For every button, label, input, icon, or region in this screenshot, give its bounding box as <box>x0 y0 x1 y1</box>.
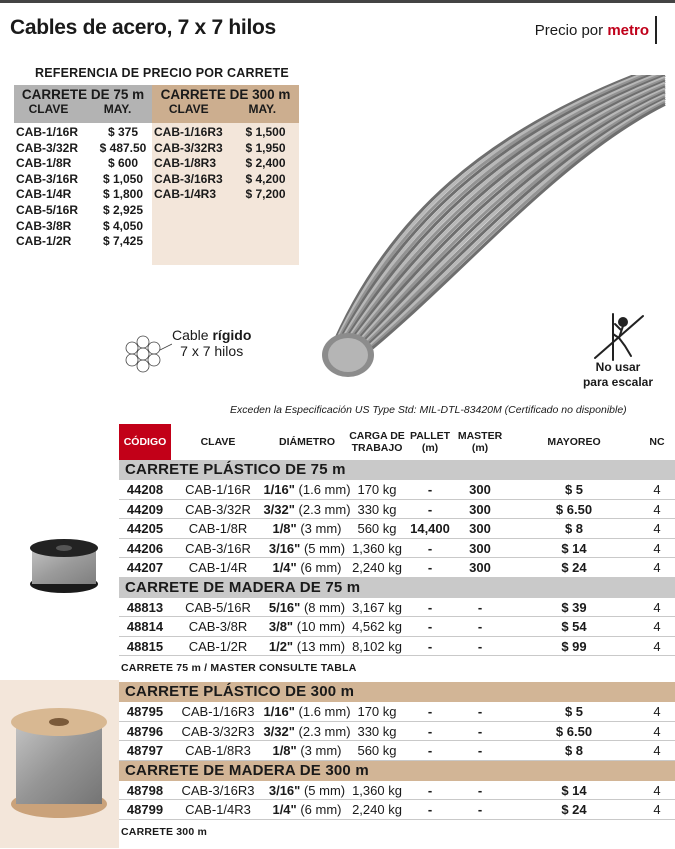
cell-diametro-frac: 3/16" <box>268 540 301 556</box>
reference-clave: CAB-3/16R3 <box>154 171 223 186</box>
cell-pallet: - <box>427 619 433 634</box>
section-header: CARRETE DE MADERA DE 300 m <box>119 761 675 781</box>
cell-nc: 4 <box>653 599 661 615</box>
cell-diametro-mm: (1.6 mm) <box>298 482 351 497</box>
cable-label-sub: 7 x 7 hilos <box>180 343 244 359</box>
reference-row <box>14 219 152 235</box>
reference-row <box>14 203 152 219</box>
table-row <box>119 558 675 578</box>
col-clave: CLAVE <box>168 102 209 116</box>
cell-mayoreo: $ 14 <box>561 540 587 556</box>
reference-clave: CAB-1/2R <box>16 234 72 249</box>
cell-codigo: 44205 <box>126 521 164 536</box>
cell-diametro <box>261 617 353 637</box>
cell-master: 300 <box>469 521 491 536</box>
cell-nc: 4 <box>653 619 661 634</box>
reference-clave: CAB-3/16R <box>16 171 79 186</box>
cell-clave: CAB-3/8R <box>188 619 248 634</box>
cell-master: 300 <box>469 560 491 575</box>
cell-pallet: - <box>427 782 433 798</box>
cell-diametro-mm: (2.3 mm) <box>298 723 351 739</box>
cell-carga: 1,360 kg <box>352 540 402 556</box>
cell-carga: 170 kg <box>357 482 397 497</box>
cell-mayoreo: $ 39 <box>561 599 587 615</box>
cell-nc: 4 <box>653 802 661 817</box>
cell-diametro-mm: (5 mm) <box>303 540 346 556</box>
cell-nc: 4 <box>653 704 661 719</box>
cell-carga: 4,562 kg <box>352 619 402 634</box>
reference-clave: CAB-1/4R3 <box>154 187 217 202</box>
cell-clave: CAB-3/16R <box>185 540 251 556</box>
cell-codigo: 48813 <box>126 599 164 615</box>
wood-spool-panel <box>0 680 119 848</box>
table-row <box>119 781 675 801</box>
table-row <box>119 722 675 742</box>
header-clave: CLAVE <box>200 436 236 448</box>
cell-diametro-frac: 1/16" <box>263 482 295 497</box>
cell-master: 300 <box>469 540 491 556</box>
reference-group-75-rows <box>14 123 152 250</box>
cell-master: 300 <box>469 482 491 497</box>
table-row <box>119 519 675 539</box>
cell-codigo: 48799 <box>126 802 164 817</box>
cell-diametro <box>261 500 353 520</box>
note-300: CARRETE 300 m <box>121 825 208 838</box>
reference-group-300-title: CARRETE DE 300 m <box>160 87 291 102</box>
reference-price: $ 7,200 <box>245 187 286 202</box>
cell-mayoreo: $ 24 <box>561 560 587 575</box>
cell-diametro-frac: 3/32" <box>263 501 295 517</box>
cell-diametro <box>261 539 353 559</box>
cell-nc: 4 <box>653 482 661 497</box>
cell-diametro-mm: (6 mm) <box>300 802 342 817</box>
col-clave: CLAVE <box>28 102 69 116</box>
reference-price: $ 4,050 <box>102 218 144 233</box>
cable-cross-section-icon <box>114 334 172 374</box>
cell-codigo: 48815 <box>126 638 164 654</box>
cell-master: - <box>477 638 483 654</box>
reference-price: $ 600 <box>107 156 139 171</box>
no-climbing-icon <box>585 312 647 362</box>
reference-clave: CAB-1/8R3 <box>154 156 217 171</box>
cell-diametro-mm: (13 mm) <box>296 638 346 654</box>
cell-pallet: - <box>427 540 433 556</box>
cell-clave: CAB-5/16R <box>185 599 251 615</box>
reference-row <box>14 125 152 141</box>
cell-mayoreo: $ 14 <box>561 782 587 798</box>
section-header: CARRETE PLÁSTICO DE 75 m <box>119 460 675 480</box>
table-row <box>119 617 675 637</box>
table-row <box>119 800 675 820</box>
cell-mayoreo: $ 8 <box>564 743 584 758</box>
cell-nc: 4 <box>653 540 661 556</box>
cell-codigo: 44206 <box>126 540 164 556</box>
cell-carga: 2,240 kg <box>352 802 402 817</box>
reference-row <box>14 187 152 203</box>
reference-price: $ 1,950 <box>245 140 286 155</box>
cell-master: - <box>477 619 483 634</box>
warning-line2: para escalar <box>582 375 654 389</box>
cell-nc: 4 <box>653 782 661 798</box>
cell-carga: 1,360 kg <box>352 782 402 798</box>
cell-pallet: - <box>427 638 433 654</box>
cell-pallet: - <box>427 599 433 615</box>
cell-mayoreo: $ 5 <box>564 704 584 719</box>
reference-clave: CAB-3/32R3 <box>154 140 223 155</box>
cell-diametro <box>261 519 353 539</box>
cable-label <box>172 327 251 359</box>
cell-clave: CAB-3/32R <box>185 501 251 517</box>
cell-codigo: 48814 <box>126 619 164 634</box>
reference-heading: REFERENCIA DE PRECIO POR CARRETE <box>35 66 289 80</box>
col-may: MAY. <box>103 102 132 116</box>
cell-diametro <box>261 558 353 578</box>
cell-nc: 4 <box>653 638 661 654</box>
reference-price: $ 1,050 <box>102 171 144 186</box>
cell-pallet: - <box>427 723 433 739</box>
cell-clave: CAB-1/4R3 <box>185 802 251 817</box>
cell-master: - <box>477 704 483 719</box>
top-rule <box>0 0 675 3</box>
reference-clave: CAB-1/16R <box>16 125 79 139</box>
cell-mayoreo: $ 24 <box>561 802 587 817</box>
reference-clave: CAB-3/8R <box>16 218 72 233</box>
reference-row <box>14 141 152 157</box>
wood-spool-image <box>6 700 112 820</box>
cell-nc: 4 <box>653 560 661 575</box>
cell-diametro-frac: 1/16" <box>263 704 295 719</box>
cell-diametro-mm: (10 mm) <box>296 619 346 634</box>
table-row <box>119 480 675 500</box>
reference-price: $ 2,400 <box>245 156 286 171</box>
cell-diametro-frac: 3/8" <box>268 619 294 634</box>
table-row <box>119 741 675 761</box>
reference-clave: CAB-1/4R <box>16 187 72 202</box>
plastic-spool-image <box>28 532 100 594</box>
reference-row <box>14 156 152 172</box>
cell-diametro <box>261 637 353 657</box>
cell-carga: 170 kg <box>357 704 397 719</box>
cell-master: - <box>477 723 483 739</box>
cell-diametro-mm: (1.6 mm) <box>298 704 351 719</box>
cell-clave: CAB-1/8R3 <box>185 743 251 758</box>
cell-diametro-frac: 3/16" <box>268 782 301 798</box>
reference-clave: CAB-1/8R <box>16 156 72 171</box>
reference-price: $ 7,425 <box>102 234 144 249</box>
header-nc: NC <box>649 436 665 448</box>
col-may: MAY. <box>248 102 277 116</box>
reference-group-75-header <box>14 85 152 123</box>
cell-master: - <box>477 743 483 758</box>
cell-clave: CAB-1/2R <box>188 638 248 654</box>
cell-diametro-mm: (5 mm) <box>303 782 346 798</box>
table-row <box>119 539 675 559</box>
cell-carga: 330 kg <box>357 723 397 739</box>
cell-mayoreo: $ 5 <box>564 482 584 497</box>
cell-clave: CAB-1/8R <box>188 521 248 536</box>
cell-master: 300 <box>469 501 491 517</box>
cell-carga: 560 kg <box>357 743 397 758</box>
section-header: CARRETE DE MADERA DE 75 m <box>119 578 675 598</box>
cell-diametro-mm: (2.3 mm) <box>298 501 351 517</box>
reference-row <box>14 234 152 250</box>
cell-pallet: - <box>427 743 433 758</box>
warning-text <box>578 360 658 390</box>
cell-diametro <box>261 741 353 761</box>
price-unit <box>535 22 649 39</box>
price-divider <box>655 16 657 44</box>
cell-carga: 3,167 kg <box>352 599 402 615</box>
note-75: CARRETE 75 m / MASTER CONSULTE TABLA <box>121 662 357 674</box>
cell-diametro-frac: 1/4" <box>272 802 297 817</box>
cell-nc: 4 <box>653 501 661 517</box>
cell-diametro <box>261 722 353 742</box>
header-pallet: PALLET (m) <box>409 430 451 454</box>
reference-price: $ 487.50 <box>99 140 147 155</box>
cell-pallet: - <box>427 704 433 719</box>
cell-diametro <box>261 702 353 722</box>
cell-diametro-mm: (6 mm) <box>300 560 342 575</box>
table-row <box>119 598 675 618</box>
cell-master: - <box>477 782 483 798</box>
cell-master: - <box>477 599 483 615</box>
table-row <box>119 702 675 722</box>
cable-label-bold: rígido <box>212 327 252 343</box>
reference-price: $ 2,925 <box>102 202 144 217</box>
cell-carga: 8,102 kg <box>352 638 402 654</box>
cell-diametro-frac: 3/32" <box>263 723 295 739</box>
reference-clave: CAB-1/16R3 <box>154 125 223 139</box>
cell-pallet: - <box>427 482 433 497</box>
header-master: MASTER (m) <box>457 430 503 454</box>
header-mayoreo: MAYOREO <box>547 436 601 448</box>
reference-price: $ 1,500 <box>245 125 286 139</box>
cell-codigo: 48798 <box>126 782 164 798</box>
reference-group-75 <box>14 85 152 250</box>
cell-diametro <box>261 598 353 618</box>
cell-mayoreo: $ 6.50 <box>555 723 593 739</box>
cell-codigo: 48796 <box>126 723 164 739</box>
header-codigo: CÓDIGO <box>119 424 171 460</box>
reference-row <box>14 172 152 188</box>
cable-label-prefix: Cable <box>172 327 209 343</box>
header-carga: CARGA DE TRABAJO <box>349 430 405 454</box>
cell-diametro <box>261 480 353 500</box>
reference-price: $ 375 <box>107 125 139 139</box>
cell-pallet: - <box>427 802 433 817</box>
cell-mayoreo: $ 54 <box>561 619 587 634</box>
cell-diametro-frac: 1/2" <box>268 638 294 654</box>
section-header: CARRETE PLÁSTICO DE 300 m <box>119 682 675 702</box>
table-row <box>119 500 675 520</box>
cell-diametro-frac: 1/8" <box>272 521 297 536</box>
cell-diametro <box>261 800 353 820</box>
cell-clave: CAB-1/4R <box>188 560 248 575</box>
reference-group-75-title: CARRETE DE 75 m <box>21 87 145 102</box>
cell-diametro-mm: (3 mm) <box>300 521 342 536</box>
cell-diametro-frac: 1/4" <box>272 560 297 575</box>
cell-carga: 560 kg <box>357 521 397 536</box>
reference-clave: CAB-5/16R <box>16 202 79 217</box>
cell-nc: 4 <box>653 521 661 536</box>
cell-codigo: 48795 <box>126 704 164 719</box>
cell-carga: 2,240 kg <box>352 560 402 575</box>
cell-codigo: 44207 <box>126 560 164 575</box>
cell-diametro <box>261 781 353 801</box>
cell-diametro-frac: 1/8" <box>272 743 297 758</box>
cell-codigo: 48797 <box>126 743 164 758</box>
cell-clave: CAB-3/16R3 <box>181 782 255 798</box>
cell-clave: CAB-3/32R3 <box>181 723 255 739</box>
price-unit-accent: metro <box>607 22 649 39</box>
cell-codigo: 44209 <box>126 501 164 517</box>
table-row <box>119 637 675 657</box>
cell-diametro-mm: (8 mm) <box>303 599 346 615</box>
reference-price: $ 4,200 <box>245 171 286 186</box>
cell-mayoreo: $ 6.50 <box>555 501 593 517</box>
cell-mayoreo: $ 8 <box>564 521 584 536</box>
price-unit-prefix: Precio por <box>534 22 604 39</box>
reference-clave: CAB-3/32R <box>16 140 79 155</box>
cell-codigo: 44208 <box>126 482 164 497</box>
cell-master: - <box>477 802 483 817</box>
cell-mayoreo: $ 99 <box>561 638 587 654</box>
cell-pallet: - <box>427 501 433 517</box>
cell-clave: CAB-1/16R <box>185 482 251 497</box>
cell-carga: 330 kg <box>357 501 397 517</box>
cell-diametro-frac: 5/16" <box>268 599 301 615</box>
reference-price: $ 1,800 <box>102 187 144 202</box>
table-header <box>119 424 675 460</box>
cell-nc: 4 <box>653 723 661 739</box>
cell-pallet: - <box>427 560 433 575</box>
header-diametro: DIÁMETRO <box>279 436 335 448</box>
page-title: Cables de acero, 7 x 7 hilos <box>10 16 276 39</box>
spec-note: Exceden la Especificación US Type Std: MIL-DTL-83420M (Certificado no disponible) <box>230 404 627 416</box>
cell-diametro-mm: (3 mm) <box>300 743 342 758</box>
cell-nc: 4 <box>653 743 661 758</box>
cell-pallet: 14,400 <box>410 521 450 536</box>
warning-line1: No usar <box>595 360 641 374</box>
cell-clave: CAB-1/16R3 <box>181 704 255 719</box>
